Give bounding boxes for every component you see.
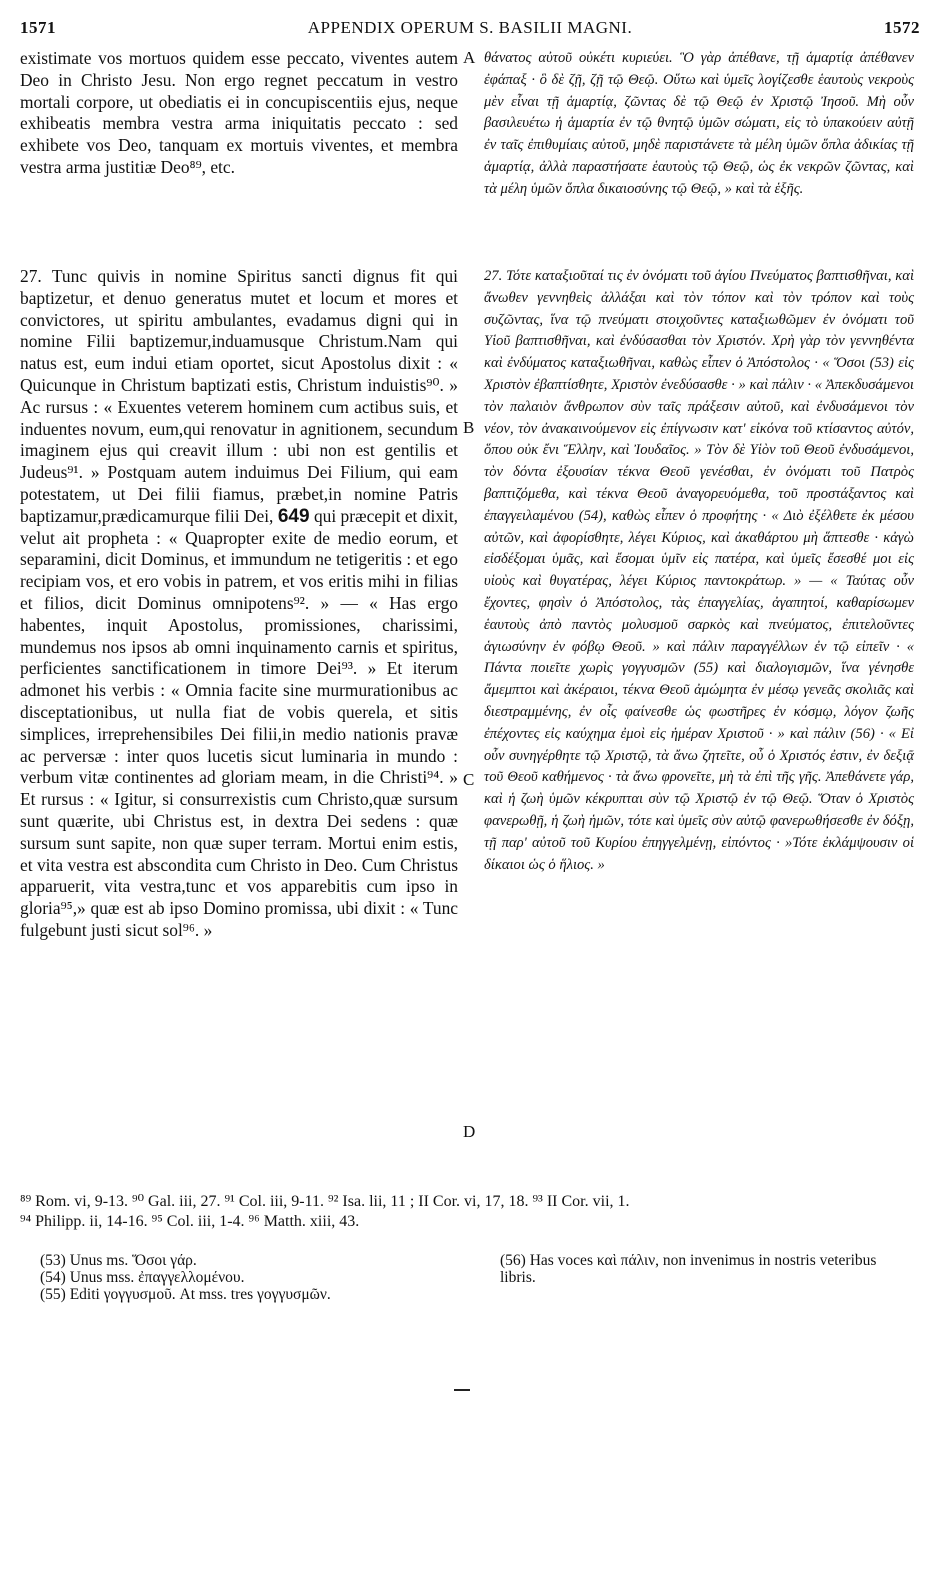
greek-paragraph: θάνατος αὐτοῦ οὐκέτι κυριεύει. Ὃ γὰρ ἀπέθανε, τῇ ἁμαρτίᾳ ἀπέθανεν ἐφάπαξ · ὃ δὲ ζῇ, ζῇ τῷ Θεῷ. Οὕτω καὶ ὑμεῖς λογίζεσθε ἑαυτοὺς νεκροὺς μὲν εἶναι τῇ ἁμαρτίᾳ, ζῶντας δὲ τῷ Θεῷ ἐν Χριστῷ Ἰησοῦ. Μὴ οὖν βασιλευέτω ἡ ἁμαρτία ἐν τῷ θνητῷ ὑμῶν σώματι, εἰς τὸ ὑπακούειν αὐτῇ ἐν ταῖς ἐπιθυμίαις αὐτοῦ, μηδὲ παριστάνετε τὰ μέλη ὑμῶν ὅπλα ἀδικίας τῇ ἁμαρτίᾳ, ἀλλὰ παραστήσατε ἑαυτοὺς τῷ Θεῷ, ὡς ἐκ νεκρῶν ζῶντας, καὶ τὰ μέλη ὑμῶν ὅπλα δικαιοσύνης τῷ Θεῷ, » καὶ τὰ ἑξῆς. [484,50,914,197]
footnotes-right [500,1252,915,1286]
page-marker: 649 [277,505,310,527]
running-title: APPENDIX OPERUM S. BASILII MAGNI. [307,18,633,37]
page-header [20,18,920,42]
reference-line: ⁹⁴ Philipp. ii, 14-16. ⁹⁵ Col. iii, 1-4. ⁹⁶ Matth. xiii, 43. [20,1213,360,1230]
latin-paragraph: existimate vos mortuos quidem esse peccato, viventes autem Deo in Christo Jesu. Non ergo regnet peccatum in vestro mortali corpore, ut obediatis ei in concupiscentiis ejus, neque exhibeatis membra vestra arma iniquitatis peccato : sed exhibete vos Deo, tanquam ex mortuis viventes, et membra vestra arma justitiæ Deo⁸⁹, etc. [20,48,458,177]
footnote: (54) Unus mss. ἐπαγγελλομένου. [40,1269,245,1286]
margin-letter: B [463,418,475,437]
greek-column-section-27 [484,266,914,876]
margin-letter: A [463,48,476,67]
latin-text-part: 27. Tunc quivis in nomine Spiritus sancti dignus fit qui baptizetur, et denuo generatus mutet et locum et mores et convictores, ut spiritu ambulantes, evadamus digni qui in nomine Filii baptizemur,induamusque Christum.Nam qui natus est, eum indui etiam oportet, sicut Apostolus dixit : « Quicunque in Christum baptizati estis, Christum induistis⁹⁰. » Ac rursus : « Exuentes veterem hominem cum actibus suis, et induentes novum, eum,qui renovatur in agnitionem, secundum imaginem ejus qui creavit illum : ubi non est gentilis et Judeus⁹¹. » Postquam autem induimus Dei Filium, qui eam potestatem, ut Dei filii fiamus, præbet,in nomine Patris baptizamur,prædicamurque filii Dei, [20,266,458,526]
page-number-left: 1571 [20,18,56,37]
greek-column-top [484,48,914,201]
footnote: (56) Has voces καὶ πάλιν, non invenimus in nostris veteribus libris. [500,1252,877,1286]
margin-letter: D [463,1122,476,1141]
page-number-right: 1572 [884,18,920,37]
closing-rule [454,1389,470,1391]
latin-column-section-27 [20,266,458,942]
reference-line: ⁸⁹ Rom. vi, 9-13. ⁹⁰ Gal. iii, 27. ⁹¹ Col. iii, 9-11. ⁹² Isa. lii, 11 ; II Cor. vi, 17, 18. ⁹³ II Cor. vii, 1. [20,1193,630,1210]
latin-column-top [20,48,458,179]
latin-text-part: qui præcepit et dixit, velut ait propheta : « Quapropter exite de medio eorum, et separamini, dicit Dominus, et immundum ne tetigeritis : et ego recipiam vos, et ero vobis in patrem, et vos eritis mihi in filias et filios, dicit Dominus omnipotens⁹². » — « Has ergo habentes, inquit Apostolus, promissiones, charissimi, mundemus nos ipsos ab omni inquinamento carnis et spiritus, perficientes sanctificationem in timore Dei⁹³. » Et iterum admonet his verbis : « Omnia facite sine murmurationibus ac disceptationibus, ut nulla fiat de vobis querela, et sitis simplices, irreprehensibiles Dei filii,in medio nationis pravæ ac perversæ : inter quos lucetis sicut luminaria in mundo : verbum vitæ continentes ad gloriam meam, in die Christi⁹⁴. » Et rursus : « Igitur, si consurrexistis cum Christo,quæ sursum sunt quærite, ubi Christus est, in dextra Dei sedens : quæ sursum sunt sapite, non quæ super terram. Mortui enim estis, et vita vestra est abscondita cum Christo in Deo. Cum Christus apparuerit, vita vestra,tunc et vos apparebitis cum ipso in gloria⁹⁵,» quæ est ab ipso Domino promissa, ubi dixit : « Tunc fulgebunt justi sicut sol⁹⁶. » [20,505,459,940]
greek-paragraph-27: 27. Τότε καταξιοῦταί τις ἐν ὀνόματι τοῦ ἁγίου Πνεύματος βαπτισθῆναι, καὶ ἄνωθεν γεννηθεὶς ἀλλάξαι καὶ τὸν τόπον καὶ τὸν τρόπον καὶ τοὺς συζῶντας, ἵνα τῷ πνεύματι στοιχοῦντες καταξιωθῶμεν ἐν ὀνόματι τοῦ Υἱοῦ βαπτισθῆναι, καὶ ἐνδύσασθαι τὸν Χριστόν. Χρὴ γὰρ τὸν γεννηθέντα καὶ ἐνδύματος καταξιωθῆναι, καθὼς εἶπεν ὁ Ἀπόστολος · « Ὅσοι (53) εἰς Χριστὸν ἐβαπτίσθητε, Χριστὸν ἐνεδύσασθε · » καὶ πάλιν · « Ἀπεκδυσάμενοι τὸν παλαιὸν ἄνθρωπον σὺν ταῖς πράξεσιν αὐτοῦ, καὶ ἐνδυσάμενοι τὸν νέον, τὸν ἀνακαινούμενον εἰς ἐπίγνωσιν κατ' εἰκόνα τοῦ κτίσαντος αὐτόν, ὅπου οὐκ ἔνι Ἕλλην, καὶ Ἰουδαῖος. » Τὸν δὲ Υἱὸν τοῦ Θεοῦ ἐνδυσάμενοι, τὸν δόντα ἐξουσίαν τέκνα Θεοῦ γενέσθαι, ἐν ὀνόματι τοῦ Πατρὸς βαπτιζόμεθα, καὶ τέκνα Θεοῦ ἀναγορευόμεθα, τοῦ προστάξαντος καὶ ἐπαγγειλαμένου (54), καθὼς εἶπεν ὁ προφήτης · « Διὸ ἐξέλθετε ἐκ μέσου αὐτῶν, καὶ ἀφορίσθητε, λέγει Κύριος, καὶ ἀκαθάρτου μὴ ἅπτεσθε · κἀγὼ εἰσδέξομαι ὑμᾶς, καὶ ἔσομαι ὑμῖν εἰς πατέρα, καὶ ὑμεῖς ἔσεσθέ μοι εἰς υἱοὺς καὶ θυγατέρας, λέγει Κύριος παντοκράτωρ. » — « Ταύτας οὖν ἔχοντες, φησὶν ὁ Ἀπόστολος, τὰς ἐπαγγελίας, ἀγαπητοί, καθαρίσωμεν ἑαυτοὺς ἀπὸ παντὸς μολυσμοῦ σαρκὸς καὶ πνεύματος, ἐπιτελοῦντες ἁγιωσύνην ἐν φόβῳ Θεοῦ. » καὶ πάλιν παραγγέλλων ἐν τῷ εἰπεῖν · « Πάντα ποιεῖτε χωρὶς γογγυσμῶν (55) καὶ διαλογισμῶν, ἵνα γένησθε ἄμεμπτοι καὶ ἀκέραιοι, τέκνα Θεοῦ ἀμώμητα ἐν μέσῳ γενεᾶς σκολιᾶς καὶ διεστραμμένης, ἐν οἷς φαίνεσθε ὡς φωστῆρες ἐν κόσμῳ, λόγον ζωῆς ἐπέχοντες εἰς καύχημα ἐμοὶ εἰς ἡμέραν Χριστοῦ · » καὶ πάλιν (56) · « Εἰ οὖν συνηγέρθητε τῷ Χριστῷ, τὰ ἄνω ζητεῖτε, οὗ ὁ Χριστός ἐστιν, ἐν δεξιᾷ τοῦ Θεοῦ καθήμενος · τὰ ἄνω φρονεῖτε, μὴ τὰ ἐπὶ τῆς γῆς. Ἀπεθάνετε γάρ, καὶ ἡ ζωὴ ὑμῶν κέκρυπται σὺν τῷ Χριστῷ ἐν τῷ Θεῷ. Ὅταν ὁ Χριστὸς φανερωθῇ, ἡ ζωὴ ἡμῶν, τότε καὶ ὑμεῖς σὺν αὐτῷ φανερωθήσεσθε ἐν δόξῃ, τῇ παρ' αὐτοῦ τοῦ Κυρίου ἐπηγγελμένῃ, εἰπόντος · »Τότε ἐκλάμψουσιν οἱ δίκαιοι ὡς ὁ ἥλιος. » [484,268,914,873]
footnote: (55) Editi γογγυσμοῦ. At mss. tres γογγυσμῶν. [40,1286,331,1303]
latin-paragraph-27 [20,266,458,942]
footnotes-left [40,1252,460,1303]
footnote: (53) Unus ms. Ὅσοι γάρ. [40,1252,197,1269]
scripture-references [20,1192,920,1232]
margin-letter: C [463,770,475,789]
